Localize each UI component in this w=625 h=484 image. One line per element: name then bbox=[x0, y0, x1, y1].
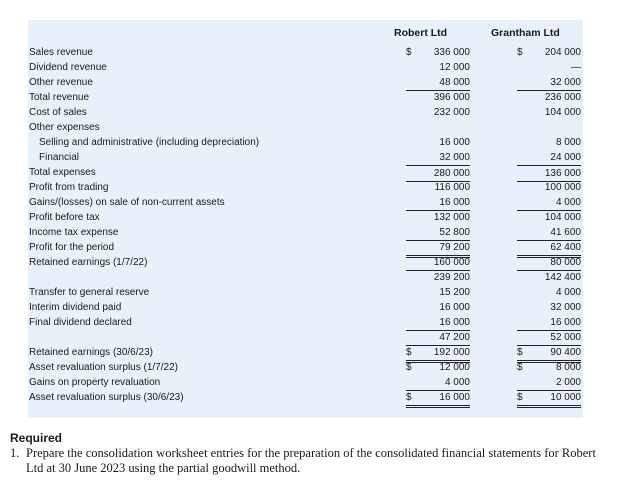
amount: 8 000 bbox=[555, 362, 581, 373]
amount: 336 000 bbox=[433, 47, 470, 58]
amount: 4 000 bbox=[555, 197, 581, 208]
amount: 104 000 bbox=[544, 107, 581, 118]
row-label: Cost of sales bbox=[29, 107, 87, 118]
robert-value bbox=[406, 255, 470, 271]
grantham-value bbox=[517, 330, 581, 346]
amount: 236 000 bbox=[544, 92, 581, 103]
robert-value bbox=[406, 75, 470, 91]
grantham-value bbox=[517, 300, 581, 315]
table-row bbox=[28, 285, 583, 300]
table-row bbox=[28, 375, 583, 390]
table-row bbox=[28, 330, 583, 345]
row-label: Gains on property revaluation bbox=[29, 377, 161, 388]
amount: 116 000 bbox=[434, 182, 470, 193]
amount: 104 000 bbox=[544, 212, 581, 223]
grantham-value bbox=[517, 90, 581, 105]
table-row bbox=[28, 360, 583, 375]
row-label: Retained earnings (1/7/22) bbox=[29, 257, 148, 268]
row-label: Interim dividend paid bbox=[29, 302, 122, 313]
amount: 16 000 bbox=[439, 197, 470, 208]
amount: 15 200 bbox=[439, 287, 470, 298]
required-heading: Required bbox=[10, 431, 63, 445]
grantham-value bbox=[517, 285, 581, 300]
amount: 90 400 bbox=[550, 347, 581, 358]
grantham-value bbox=[517, 120, 581, 135]
amount: 396 000 bbox=[433, 92, 470, 103]
amount: 16 000 bbox=[550, 317, 581, 328]
row-label: Other expenses bbox=[29, 122, 100, 133]
table-row bbox=[28, 315, 583, 330]
robert-value bbox=[406, 330, 470, 346]
row-label: Selling and administrative (including depreciation) bbox=[39, 137, 260, 148]
grantham-value bbox=[517, 150, 581, 165]
amount: 8 000 bbox=[555, 137, 581, 148]
amount: 47 200 bbox=[439, 332, 470, 343]
amount: 136 000 bbox=[544, 168, 581, 179]
table-row bbox=[28, 150, 583, 165]
amount: 232 000 bbox=[433, 107, 470, 118]
currency-symbol: $ bbox=[517, 47, 523, 58]
robert-value bbox=[406, 180, 470, 195]
amount: 12 000 bbox=[439, 362, 470, 373]
row-label: Income tax expense bbox=[29, 227, 119, 238]
question-number: 1. bbox=[10, 446, 20, 460]
amount: 132 000 bbox=[433, 212, 470, 223]
robert-value bbox=[406, 285, 470, 300]
amount: 41 600 bbox=[550, 227, 581, 238]
grantham-value bbox=[517, 360, 581, 375]
amount: 52 800 bbox=[439, 227, 470, 238]
table-row bbox=[28, 300, 583, 315]
table-row bbox=[28, 120, 583, 135]
table-row bbox=[28, 195, 583, 210]
amount: 32 000 bbox=[439, 152, 470, 163]
currency-symbol: $ bbox=[517, 362, 523, 373]
row-label: Total expenses bbox=[29, 167, 96, 178]
amount: 48 000 bbox=[439, 77, 470, 88]
row-label: Other revenue bbox=[29, 77, 93, 88]
row-label: Sales revenue bbox=[29, 47, 93, 58]
grantham-value bbox=[517, 75, 581, 91]
grantham-value bbox=[517, 390, 581, 408]
robert-value bbox=[406, 105, 470, 120]
grantham-value bbox=[517, 375, 581, 391]
table-row bbox=[28, 210, 583, 225]
robert-value bbox=[406, 120, 470, 135]
row-label: Transfer to general reserve bbox=[29, 287, 150, 298]
currency-symbol: $ bbox=[406, 347, 412, 358]
amount: 100 000 bbox=[544, 182, 581, 193]
table-row bbox=[28, 270, 583, 285]
amount: 24 000 bbox=[550, 152, 581, 163]
amount: 4 000 bbox=[555, 287, 581, 298]
amount: 12 000 bbox=[439, 62, 470, 73]
table-row bbox=[28, 75, 583, 90]
amount: 204 000 bbox=[544, 47, 581, 58]
amount: 52 000 bbox=[550, 332, 581, 343]
amount: 142 400 bbox=[544, 272, 581, 283]
amount: 32 000 bbox=[550, 77, 581, 88]
row-label: Final dividend declared bbox=[29, 317, 132, 328]
grantham-value bbox=[517, 105, 581, 120]
question-text: Prepare the consolidation worksheet entries for the preparation of the consolidated financial statements for Robert Ltd at 30 June 2023 using the partial goodwill method. bbox=[26, 446, 596, 475]
currency-symbol: $ bbox=[406, 392, 412, 403]
row-label: Dividend revenue bbox=[29, 62, 107, 73]
row-label: Profit for the period bbox=[29, 242, 115, 253]
robert-value bbox=[406, 300, 470, 315]
currency-symbol: $ bbox=[406, 362, 412, 373]
financial-statements-table bbox=[28, 20, 583, 418]
amount: 32 000 bbox=[550, 302, 581, 313]
table-row bbox=[28, 60, 583, 75]
table-row bbox=[28, 180, 583, 195]
grantham-value bbox=[517, 270, 581, 285]
amount: 62 400 bbox=[550, 242, 581, 253]
grantham-value bbox=[517, 135, 581, 150]
amount: — bbox=[571, 62, 581, 73]
robert-value bbox=[406, 375, 470, 391]
robert-value bbox=[406, 390, 470, 408]
grantham-value bbox=[517, 225, 581, 241]
table-row bbox=[28, 165, 583, 180]
amount: 2 000 bbox=[555, 377, 581, 388]
robert-value bbox=[406, 90, 470, 105]
table-row bbox=[28, 105, 583, 120]
robert-value bbox=[406, 210, 470, 225]
grantham-value bbox=[517, 180, 581, 195]
row-label: Profit from trading bbox=[29, 182, 109, 193]
row-label: Total revenue bbox=[29, 92, 90, 103]
row-label: Financial bbox=[39, 152, 80, 163]
grantham-value bbox=[517, 60, 581, 75]
table-row bbox=[28, 345, 583, 360]
amount: 4 000 bbox=[444, 377, 470, 388]
amount: 16 000 bbox=[439, 302, 470, 313]
row-label: Gains/(losses) on sale of non-current assets bbox=[29, 197, 225, 208]
table-row bbox=[28, 45, 583, 60]
table-row bbox=[28, 225, 583, 240]
table-row bbox=[28, 90, 583, 105]
currency-symbol: $ bbox=[517, 347, 523, 358]
robert-value bbox=[406, 360, 470, 375]
amount: 280 000 bbox=[433, 168, 470, 179]
amount: 16 000 bbox=[439, 137, 470, 148]
grantham-value bbox=[517, 195, 581, 211]
robert-value bbox=[406, 150, 470, 165]
robert-value bbox=[406, 225, 470, 241]
table-row bbox=[28, 390, 583, 405]
table-row bbox=[28, 255, 583, 270]
amount: 10 000 bbox=[550, 392, 581, 403]
grantham-value bbox=[517, 255, 581, 271]
row-label: Profit before tax bbox=[29, 212, 100, 223]
robert-value bbox=[406, 60, 470, 75]
row-label: Asset revaluation surplus (1/7/22) bbox=[29, 362, 178, 373]
amount: 239 200 bbox=[433, 272, 470, 283]
amount: 80 000 bbox=[550, 257, 581, 268]
row-label: Retained earnings (30/6/23) bbox=[29, 347, 153, 358]
row-label: Asset revaluation surplus (30/6/23) bbox=[29, 392, 184, 403]
column-header-robert: Robert Ltd bbox=[394, 27, 448, 39]
table-row bbox=[28, 240, 583, 255]
table-row bbox=[28, 135, 583, 150]
currency-symbol: $ bbox=[517, 392, 523, 403]
robert-value bbox=[406, 195, 470, 211]
amount: 16 000 bbox=[439, 392, 470, 403]
grantham-value bbox=[517, 315, 581, 331]
robert-value bbox=[406, 270, 470, 285]
grantham-value bbox=[517, 210, 581, 225]
amount: 16 000 bbox=[439, 317, 470, 328]
robert-value bbox=[406, 45, 470, 60]
column-header-grantham: Grantham Ltd bbox=[491, 27, 560, 39]
currency-symbol: $ bbox=[406, 47, 412, 58]
robert-value bbox=[406, 135, 470, 150]
grantham-value bbox=[517, 45, 581, 60]
amount: 160 000 bbox=[433, 257, 470, 268]
amount: 79 200 bbox=[439, 242, 470, 253]
robert-value bbox=[406, 315, 470, 331]
amount: 192 000 bbox=[433, 347, 470, 358]
